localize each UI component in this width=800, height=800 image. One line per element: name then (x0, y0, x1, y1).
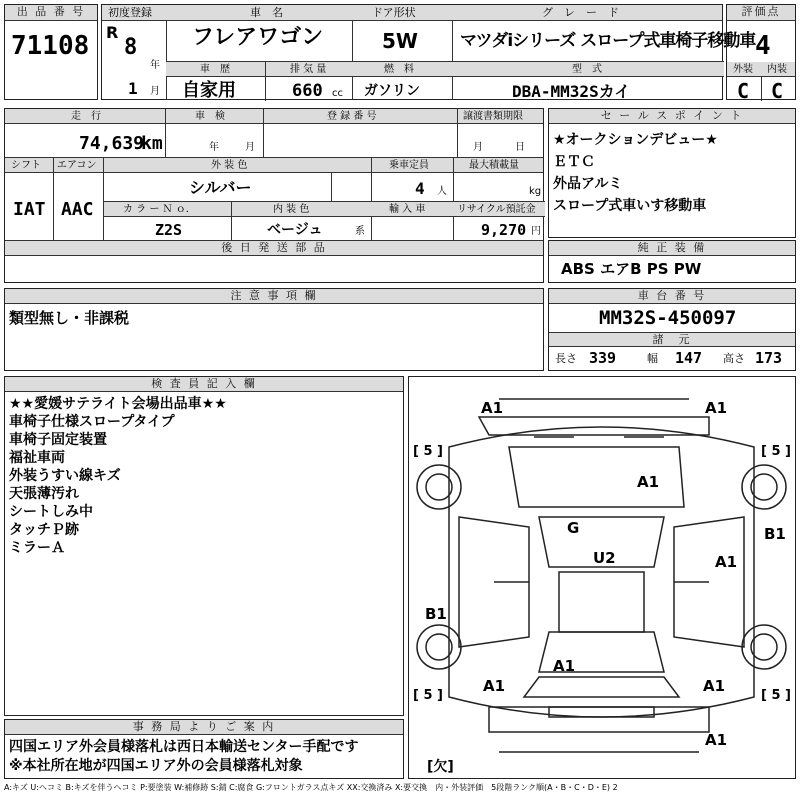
car-diagram (409, 377, 794, 777)
capacity-label: 乗車定員 (389, 160, 429, 171)
damage-mark: A1 (637, 473, 660, 491)
mileage-label: 走 行 (71, 111, 101, 122)
chassis-value: MM32S-450097 (599, 307, 737, 329)
fuel: ガソリン (364, 83, 420, 99)
recycle: 9,270 (481, 221, 527, 239)
office-label: 事 務 局 よ り ご 案 内 (5, 720, 403, 735)
month-unit: 月 (150, 86, 160, 97)
ac: AAC (61, 199, 94, 220)
exterior-grade: C (737, 79, 750, 103)
inspector-line: 車椅子仕様スロープタイプ (9, 414, 175, 430)
score-label: 評価点 (727, 5, 795, 21)
color-label: 外 装 色 (211, 160, 248, 171)
dims-label: 諸 元 (549, 333, 795, 347)
interior-label: 内装 (767, 64, 787, 75)
lot-number: 71108 (11, 31, 90, 61)
sales-line: スロープ式車いす移動車 (553, 198, 707, 214)
history: 自家用 (182, 80, 236, 101)
damage-mark: A1 (553, 657, 576, 675)
damage-mark: A1 (715, 553, 738, 571)
sales-box (548, 108, 796, 238)
office-line: ※本社所在地が四国エリア外の会員様落札対象 (9, 758, 303, 774)
sales-line: ★オークションデビュー★ (553, 132, 718, 148)
maxload-label: 最大積載量 (469, 160, 519, 171)
damage-mark: B1 (425, 605, 447, 623)
notes-value: 類型無し・非課税 (9, 309, 130, 327)
equipment-label: 純 正 装 備 (549, 241, 795, 256)
month: 1 (128, 79, 138, 98)
era: R (106, 23, 119, 42)
grade: マツダiシリーズ スロープ式車椅子移動車 (460, 31, 756, 51)
displacement-label: 排 気 量 (290, 64, 327, 75)
sales-label: セ ー ル ス ポ イ ン ト (549, 109, 795, 124)
first-reg-label: 初度登録 (108, 6, 152, 19)
height: 173 (755, 349, 783, 367)
shift: IAT (13, 199, 46, 220)
inspector-line: タッチＰ跡 (9, 522, 79, 538)
transfer-day-unit: 日 (515, 142, 525, 153)
history-label: 車 歴 (200, 64, 230, 75)
damage-mark: [ 5 ] (413, 444, 443, 459)
legend: A:キズ U:ヘコミ B:キズを伴うヘコミ P:要塗装 W:補修跡 S:錆 C:腐食 G:フロントガラス点キズ XX:交換済み X:要交換 内・外装評価 5段階ランク順(A・B・C・D・E) 2 (4, 783, 618, 792)
width-label: 幅 (647, 352, 658, 365)
damage-mark: U2 (593, 549, 616, 567)
width: 147 (675, 349, 703, 367)
inspector-line: 福祉車両 (9, 450, 65, 466)
chassis-label: 車 台 番 号 (549, 289, 795, 304)
interior-grade: C (771, 79, 784, 103)
model-name: フレアワゴン (192, 25, 324, 50)
score-box (726, 4, 796, 103)
displacement: 660 (292, 81, 323, 101)
interior-color-label: 内 装 色 (273, 204, 310, 215)
fuel-label: 燃 料 (384, 64, 414, 75)
damage-mark: A1 (483, 677, 506, 695)
model-label: 車 名 (250, 6, 283, 19)
length: 339 (589, 349, 617, 367)
shift-label: シフト (11, 160, 41, 171)
damage-mark: A1 (703, 677, 726, 695)
sales-line: ＥＴＣ (553, 154, 595, 170)
chassis-box (548, 288, 796, 371)
inspector-line: 外装うすい線キズ (9, 468, 121, 484)
ac-label: エアコン (57, 160, 97, 171)
inspector-line: シートしみ中 (9, 504, 93, 520)
damage-mark: [ 5 ] (761, 688, 791, 703)
notes-box (4, 288, 544, 371)
transfer-month-unit: 月 (473, 142, 483, 153)
inspector-line: 車椅子固定装置 (9, 432, 107, 448)
damage-mark: [ 5 ] (761, 444, 791, 459)
spec-box (4, 108, 544, 283)
grade-label: グ レ ー ド (542, 6, 619, 19)
transfer-label: 譲渡書類期限 (463, 111, 523, 122)
year-unit: 年 (150, 60, 160, 71)
recycle-label: リサイクル預託金 (457, 204, 536, 215)
inspector-label: 検 査 員 記 入 欄 (5, 377, 403, 392)
sales-line: 外品アルミ (553, 176, 623, 192)
damage-mark: A1 (481, 399, 504, 417)
colorno: Z2S (155, 221, 183, 239)
equipment-box (548, 240, 796, 283)
interior-color: ベージュ (267, 222, 323, 238)
damage-mark: [ 5 ] (413, 688, 443, 703)
length-label: 長さ (555, 352, 577, 365)
office-box (4, 719, 404, 779)
damage-mark: B1 (764, 525, 786, 543)
lot-label: 出 品 番 号 (5, 5, 97, 21)
missing-label: [欠] (427, 759, 454, 775)
reg-no-label: 登 録 番 号 (327, 111, 377, 122)
type: DBA-MM32Sカイ (512, 82, 631, 101)
score: 4 (755, 31, 771, 61)
colorno-label: カ ラ ー Ｎ ｏ． (123, 204, 196, 215)
inspector-line: 天張薄汚れ (9, 486, 79, 502)
notes-label: 注 意 事 項 欄 (5, 289, 543, 304)
equipment-value: ABS エアB PS PW (561, 260, 702, 278)
lot-box (4, 4, 98, 100)
maxload-unit: kg (529, 186, 542, 197)
exterior-label: 外装 (733, 64, 753, 75)
damage-mark: G (567, 519, 580, 537)
inspection-month-unit: 月 (245, 142, 255, 153)
inspector-line: ミラーＡ (9, 540, 65, 556)
inspection-year-unit: 年 (209, 142, 219, 153)
capacity-unit: 人 (437, 186, 447, 197)
damage-mark: A1 (705, 399, 728, 417)
mileage-unit: km (141, 133, 163, 154)
door-type: 5W (382, 29, 418, 53)
inspection-label: 車 検 (195, 111, 225, 122)
later-parts-label: 後 日 発 送 部 品 (5, 241, 543, 256)
color: シルバー (189, 178, 252, 197)
type-label: 型 式 (572, 64, 602, 75)
mileage: 74,639 (79, 133, 145, 154)
displacement-unit: cc (332, 88, 343, 99)
capacity: 4 (415, 179, 425, 198)
import-label: 輸 入 車 (389, 204, 426, 215)
interior-color-unit: 系 (355, 226, 365, 237)
inspector-box (4, 376, 404, 716)
era-year: 8 (124, 35, 138, 60)
car-diagram-box (408, 376, 796, 779)
height-label: 高さ (723, 352, 745, 365)
door-label: ドア形状 (372, 6, 416, 19)
office-line: 四国エリア外会員様落札は西日本輸送センター手配です (9, 739, 359, 755)
damage-mark: A1 (705, 731, 728, 749)
recycle-unit: 円 (531, 226, 541, 237)
inspector-line: ★★愛媛サテライト会場出品車★★ (9, 396, 227, 412)
